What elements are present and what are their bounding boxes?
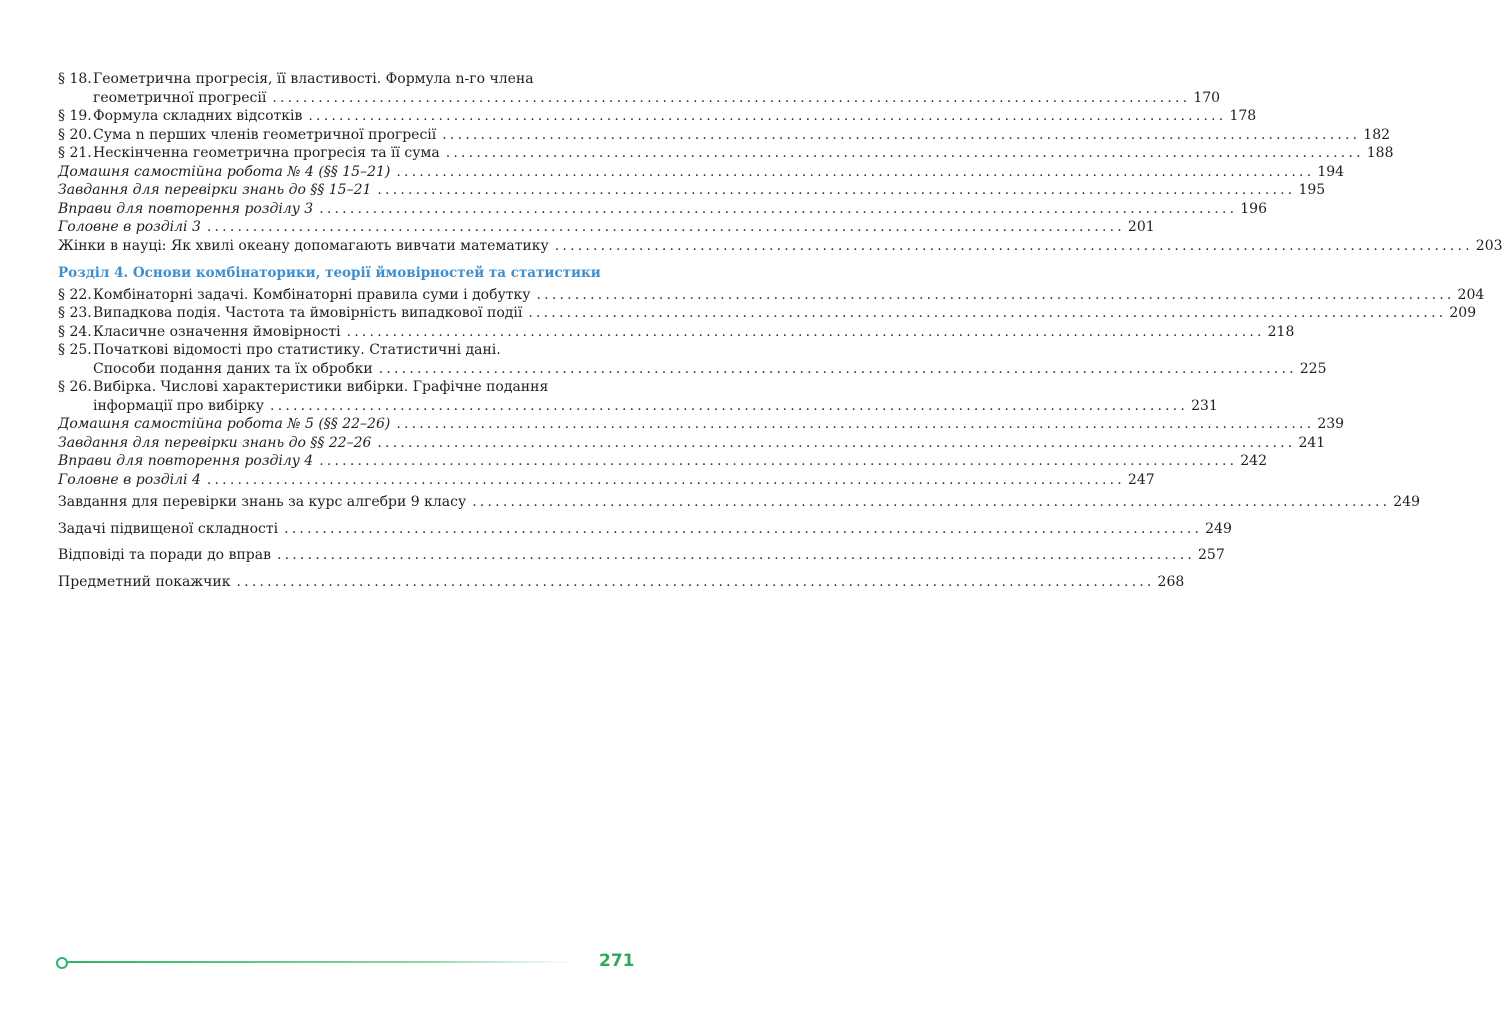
toc-entry-number: § 23. [58,305,92,321]
toc-entry-page: 225 [1299,360,1327,377]
toc-dot-leader: ........................................................................................................................ [377,182,1296,198]
toc-entry-title: Завдання для перевірки знань за курс алгебри 9 класу [58,494,467,510]
toc-entry-body [58,163,1345,182]
toc-dot-leader: ........................................................................................................................ [284,520,1203,537]
toc-entry[interactable] [58,286,1485,305]
toc-entry-title: Нескінченна геометрична прогресія та її сума [93,145,440,161]
toc-entry-line [58,163,1345,182]
toc-entry-title: Домашня самостійна робота № 5 (§§ 22–26) [58,416,391,432]
toc-entry-page: 188 [1366,145,1394,161]
toc-entry[interactable] [58,218,1155,237]
toc-dot-leader: ........................................................................................................................ [442,126,1361,143]
toc-entry-page: 201 [1127,219,1155,235]
toc-entry-page: 178 [1229,108,1257,124]
toc-entry-body [58,218,1155,237]
toc-entry-number: § 22. [58,286,92,303]
toc-entry-body [93,286,1485,305]
toc-entry-title: Вибірка. Числові характеристики вибірки. Графічне подання [93,379,549,395]
toc-entry[interactable] [58,452,1267,471]
toc-entry-number: § 26. [58,379,92,395]
toc-dot-leader: ........................................................................................................................ [528,305,1447,321]
toc-dot-leader: ........................................................................................................................ [396,163,1315,180]
toc-entry-page: 182 [1363,126,1391,143]
toc-dot-leader: ........................................................................................................................ [308,108,1227,124]
toc-entry-body [93,378,1218,415]
toc-entry-title: Способи подання даних та їх обробки [93,360,373,377]
toc-entry-title: Головне в розділі 3 [58,219,201,235]
toc-entry[interactable] [58,573,1185,592]
toc-entry-title: Комбінаторні задачі. Комбінаторні правила суми і добутку [93,286,531,303]
toc-entry-line [93,107,1257,126]
toc-dot-leader: ........................................................................................................................ [270,397,1189,414]
toc-entry-page: 249 [1205,520,1232,537]
toc-entry-title: Завдання для перевірки знань до §§ 15–21 [58,182,372,198]
toc-entry-body [58,520,1232,539]
toc-entry-number: § 21. [58,145,92,161]
toc-entry-page: 196 [1240,200,1267,217]
toc-entry-body [93,126,1391,145]
toc-entry-number: § 18. [58,71,92,87]
toc-entry[interactable] [58,181,1326,200]
toc-entry[interactable] [58,415,1345,434]
toc-dot-leader: ........................................................................................................................ [319,453,1238,469]
toc-dot-leader: ........................................................................................................................ [236,573,1155,590]
toc-entry-body [58,237,1503,256]
toc-dot-leader: ........................................................................................................................ [554,237,1473,254]
toc-entry[interactable] [58,323,1295,342]
toc-group-chapter-3 [58,70,1503,255]
toc-entry-title: Домашня самостійна робота № 4 (§§ 15–21) [58,163,391,180]
toc-entry-title: Головне в розділі 4 [58,471,201,488]
toc-entry-page: 249 [1393,494,1420,510]
toc-entry-line [58,434,1326,453]
toc-entry-line [93,70,633,89]
page-number: 271 [599,951,635,971]
toc-entry-line [93,323,1295,342]
toc-entry[interactable] [58,163,1345,182]
toc-dot-leader: ........................................................................................................................ [377,434,1296,451]
toc-entry-line [58,218,1155,237]
toc-entry-page: 194 [1317,163,1345,180]
toc-entry-line [93,360,1327,379]
toc-entry-number: § 24. [58,323,92,340]
toc-entry-line [93,341,633,360]
toc-entry-page: 257 [1198,547,1225,563]
toc-entry[interactable] [58,126,1391,145]
toc-entry-page: 218 [1267,323,1295,340]
toc-entry-title: Випадкова подія. Частота та ймовірність випадкової події [93,305,523,321]
toc-dot-leader: ........................................................................................................................ [272,89,1191,106]
toc-entry-line [93,89,1221,108]
toc-entry[interactable] [58,70,1221,107]
footer-rule [56,960,576,964]
toc-entry[interactable] [58,341,1327,378]
toc-group-chapter-4 [58,286,1485,490]
toc-entry-page: 241 [1298,434,1326,451]
toc-entry-title: Сума n перших членів геометричної прогресії [93,126,437,143]
toc-entry-line [58,493,1420,512]
toc-entry-page: 209 [1449,305,1477,321]
toc-entry[interactable] [58,378,1218,415]
toc-entry-body [93,341,1327,378]
toc-entry-body [58,200,1267,219]
toc-entry-line [58,237,1503,256]
toc-entry-body [58,181,1326,200]
toc-dot-leader: ........................................................................................................................ [206,219,1125,235]
toc-dot-leader: ........................................................................................................................ [445,145,1364,161]
toc-entry-body [58,415,1345,434]
toc-entry-body [93,144,1394,163]
toc-entry-title: Відповіді та поради до вправ [58,547,271,563]
toc-entry-title: геометричної прогресії [93,89,267,106]
toc-entry-line [58,546,1225,565]
toc-entry-title: Формула складних відсотків [93,108,303,124]
toc-entry-line [58,415,1345,434]
toc-entry-body [93,304,1477,323]
toc-entry-page: 204 [1457,286,1485,303]
toc-entry-title: Предметний покажчик [58,573,231,590]
toc-entry-number: § 20. [58,126,92,143]
toc-entry-title: інформації про вибірку [93,397,265,414]
toc-entry-body [58,434,1326,453]
toc-entry-number: § 25. [58,342,92,358]
toc-entry-line [58,452,1267,471]
toc-group-appendix [58,493,1420,591]
toc-entry[interactable] [58,144,1394,163]
toc-entry-title: Завдання для перевірки знань до §§ 22–26 [58,434,372,451]
footer-circle-icon [56,957,68,969]
toc-entry-page: 203 [1475,237,1503,254]
toc-entry-body [93,70,1221,107]
toc-entry-line [93,397,1218,416]
toc-entry[interactable] [58,520,1232,539]
toc-entry-body [93,323,1295,342]
section-heading-chapter-4[interactable]: Розділ 4. Основи комбінаторики, теорії ймовірностей та статистики [58,265,601,281]
toc-dot-leader: ........................................................................................................................ [536,286,1455,303]
toc-entry-page: 170 [1193,89,1221,106]
toc-entry-title: Класичне означення ймовірності [93,323,341,340]
toc-entry-page: 268 [1157,573,1185,590]
toc-entry[interactable] [58,237,1503,256]
toc-entry-page: 247 [1127,471,1155,488]
toc-entry-number: § 19. [58,108,92,124]
toc-entry-body [58,452,1267,471]
toc-entry-body [58,573,1185,592]
toc-entry[interactable] [58,434,1326,453]
toc-entry-page: 195 [1298,182,1326,198]
toc-entry-line [93,304,1477,323]
toc-entry[interactable] [58,471,1155,490]
toc-entry[interactable] [58,107,1257,126]
toc-entry-line [58,200,1267,219]
toc-entry-body [58,493,1420,512]
toc-entry-line [93,378,633,397]
toc-entry-title: Жінки в науці: Як хвилі океану допомагають вивчати математику [58,237,549,254]
table-of-contents [58,70,1503,591]
toc-dot-leader: ........................................................................................................................ [378,360,1297,377]
toc-entry-title: Вправи для повторення розділу 3 [58,200,314,217]
toc-entry-line [58,573,1185,592]
toc-dot-leader: ........................................................................................................................ [346,323,1265,340]
toc-entry-page: 239 [1317,416,1345,432]
toc-entry-title: Вправи для повторення розділу 4 [58,453,314,469]
toc-entry-line [58,471,1155,490]
toc-entry[interactable] [58,546,1225,565]
toc-entry-line [58,520,1232,539]
toc-entry-line [58,181,1326,200]
toc-entry-title: Геометрична прогресія, її властивості. Формула n-го члена [93,71,534,87]
toc-entry-page: 242 [1240,453,1267,469]
toc-entry[interactable] [58,304,1477,323]
toc-entry-line [93,144,1394,163]
toc-entry[interactable] [58,493,1420,512]
footer-line-decoration [68,961,576,963]
toc-entry-line [93,286,1485,305]
toc-entry-body [93,107,1257,126]
toc-dot-leader: ........................................................................................................................ [276,547,1195,563]
toc-entry-title: Задачі підвищеної складності [58,520,279,537]
toc-entry-body [58,546,1225,565]
toc-entry-page: 231 [1191,397,1218,414]
toc-dot-leader: ........................................................................................................................ [472,494,1391,510]
toc-entry-line [93,126,1391,145]
toc-dot-leader: ........................................................................................................................ [206,471,1125,488]
toc-entry-title: Початкові відомості про статистику. Статистичні дані. [93,342,501,358]
toc-entry[interactable] [58,200,1267,219]
toc-dot-leader: ........................................................................................................................ [319,200,1238,217]
toc-dot-leader: ........................................................................................................................ [396,416,1315,432]
toc-entry-body [58,471,1155,490]
